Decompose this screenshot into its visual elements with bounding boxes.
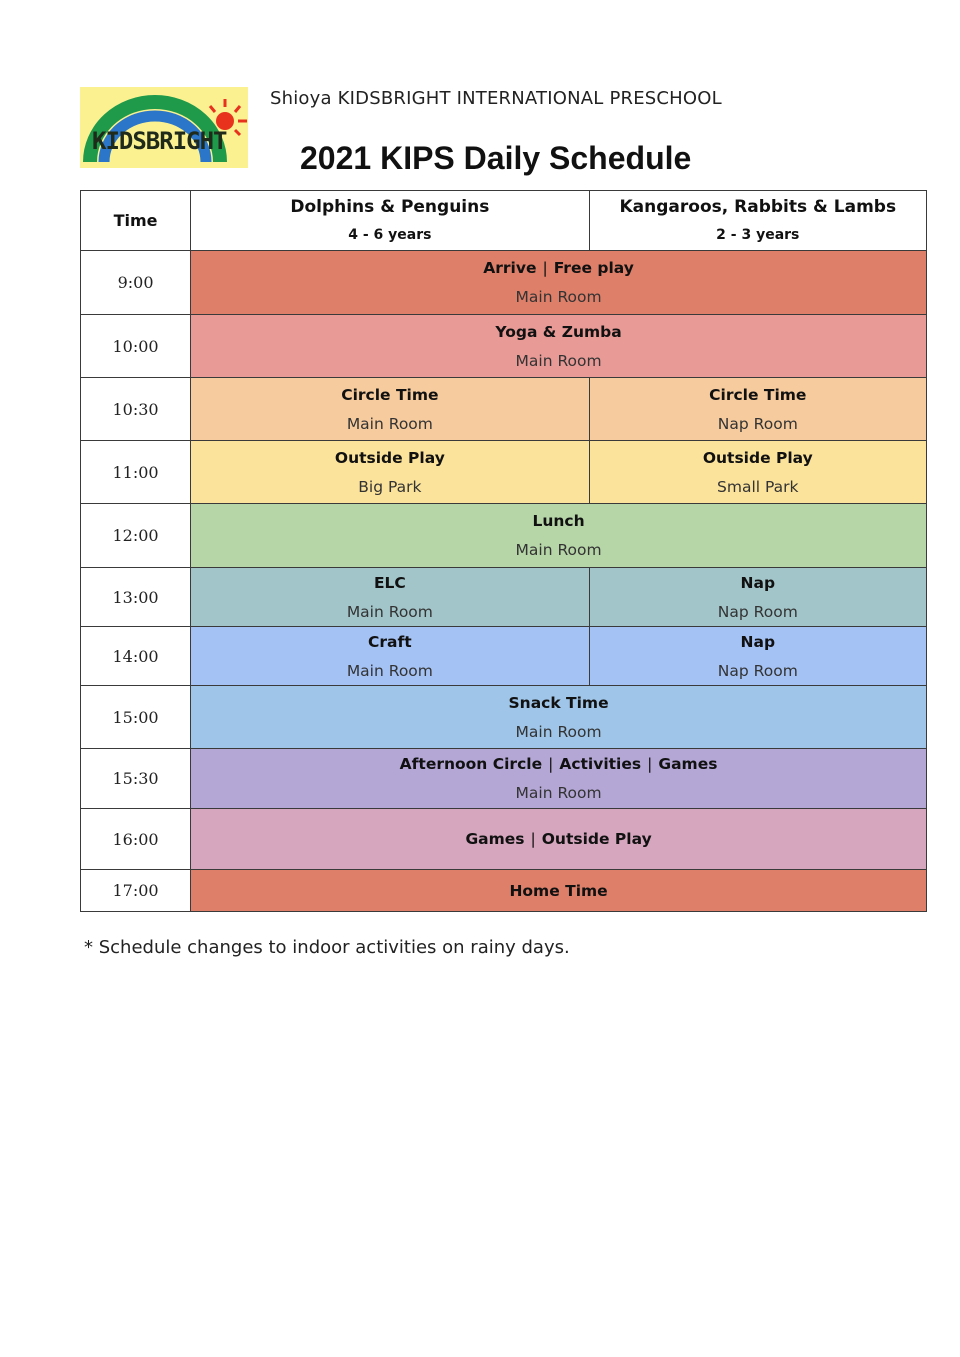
activity-location: Main Room: [346, 602, 433, 621]
time-cell: 12:00: [81, 504, 191, 568]
activity-location: Main Room: [515, 784, 602, 802]
activity-name: Arrive: [483, 259, 537, 277]
time-cell: 15:00: [81, 686, 191, 749]
activity-title: [191, 694, 926, 712]
activity-cell: [191, 686, 927, 749]
schedule-table: [80, 190, 927, 912]
activity-name: Free play: [553, 259, 634, 277]
time-cell: 11:00: [81, 441, 191, 504]
activity-name: Outside Play: [334, 448, 445, 467]
activity-title: [191, 574, 588, 592]
activity-name: Lunch: [532, 512, 585, 530]
logo-text: KIDSBRIGHT: [92, 127, 227, 155]
rainy-day-note: * Schedule changes to indoor activities on rainy days.: [84, 937, 570, 958]
activity-location: Small Park: [717, 477, 799, 496]
activity-location: Big Park: [358, 477, 422, 496]
time-header: Time: [81, 191, 191, 251]
activity-separator: |: [542, 259, 548, 277]
activity-title: [191, 386, 588, 404]
activity-title: [191, 830, 926, 848]
activity-name: Snack Time: [508, 693, 609, 712]
header-row: [81, 191, 927, 251]
time-cell: 9:00: [81, 251, 191, 315]
activity-location: Main Room: [515, 351, 602, 370]
schedule-row: [81, 378, 927, 441]
time-cell: 15:30: [81, 749, 191, 809]
activity-title: [191, 259, 926, 277]
schedule-row: [81, 441, 927, 504]
activity-location: Main Room: [346, 661, 433, 680]
activity-name: Outside Play: [702, 448, 813, 467]
activity-cell: [191, 749, 927, 809]
activity-cell: [191, 870, 927, 912]
activity-title: [590, 386, 926, 404]
activity-title: [590, 574, 926, 592]
activity-name: Craft: [368, 632, 412, 651]
activity-name: ELC: [373, 573, 406, 592]
activity-cell: [191, 315, 927, 378]
page-title: 2021 KIPS Daily Schedule: [300, 140, 692, 176]
activity-name: Circle Time: [709, 385, 807, 404]
time-cell: 14:00: [81, 627, 191, 686]
activity-separator: |: [530, 830, 536, 848]
activity-cell: [191, 441, 589, 504]
schedule-row: [81, 749, 927, 809]
activity-title: [191, 323, 926, 341]
schedule-row: [81, 686, 927, 749]
school-logo: [80, 87, 248, 168]
activity-separator: |: [647, 755, 653, 773]
schedule-row: [81, 809, 927, 870]
time-cell: 16:00: [81, 809, 191, 870]
activity-cell: [191, 568, 589, 627]
time-cell: 13:00: [81, 568, 191, 627]
activity-name: Outside Play: [541, 830, 652, 848]
activity-title: [191, 633, 588, 651]
schedule-row: [81, 315, 927, 378]
activity-cell: [191, 627, 589, 686]
activity-location: Nap Room: [717, 602, 798, 621]
activity-title: [191, 512, 926, 530]
group-age: 4 - 6 years: [348, 226, 432, 243]
activity-location: Main Room: [346, 414, 433, 433]
activity-cell: [191, 378, 589, 441]
activity-cell: [191, 809, 927, 870]
activity-title: [590, 633, 926, 651]
activity-name: Home Time: [509, 881, 608, 900]
activity-location: Main Room: [515, 288, 602, 306]
activity-location: Main Room: [515, 722, 602, 741]
activity-cell: [589, 627, 926, 686]
activity-name: Nap: [740, 573, 776, 592]
time-cell: 10:00: [81, 315, 191, 378]
activity-separator: |: [548, 755, 554, 773]
time-cell: 10:30: [81, 378, 191, 441]
schedule-row: [81, 568, 927, 627]
activity-cell: [191, 504, 927, 568]
group-name: Dolphins & Penguins: [290, 196, 490, 217]
group-name: Kangaroos, Rabbits & Lambs: [619, 196, 897, 217]
group-header-kangaroos: [589, 191, 926, 251]
activity-cell: [589, 441, 926, 504]
schedule-row: [81, 627, 927, 686]
activity-location: Nap Room: [717, 414, 798, 433]
activity-name: Games: [658, 755, 718, 773]
group-header-dolphins: [191, 191, 589, 251]
schedule-row: [81, 251, 927, 315]
activity-name: Activities: [559, 755, 642, 773]
activity-location: Nap Room: [717, 661, 798, 680]
activity-cell: [589, 568, 926, 627]
activity-name: Afternoon Circle: [399, 755, 543, 773]
schedule-row: [81, 870, 927, 912]
activity-cell: [589, 378, 926, 441]
activity-location: Main Room: [515, 541, 602, 559]
school-name: Shioya KIDSBRIGHT INTERNATIONAL PRESCHOOL: [270, 88, 722, 109]
activity-title: [590, 449, 926, 467]
activity-title: [191, 882, 926, 900]
activity-name: Nap: [740, 632, 776, 651]
time-cell: 17:00: [81, 870, 191, 912]
activity-name: Games: [465, 830, 525, 848]
activity-name: Circle Time: [341, 385, 439, 404]
activity-name: Yoga & Zumba: [495, 322, 622, 341]
activity-title: [191, 755, 926, 773]
schedule-row: [81, 504, 927, 568]
activity-title: [191, 449, 588, 467]
group-age: 2 - 3 years: [716, 226, 800, 243]
activity-cell: [191, 251, 927, 315]
